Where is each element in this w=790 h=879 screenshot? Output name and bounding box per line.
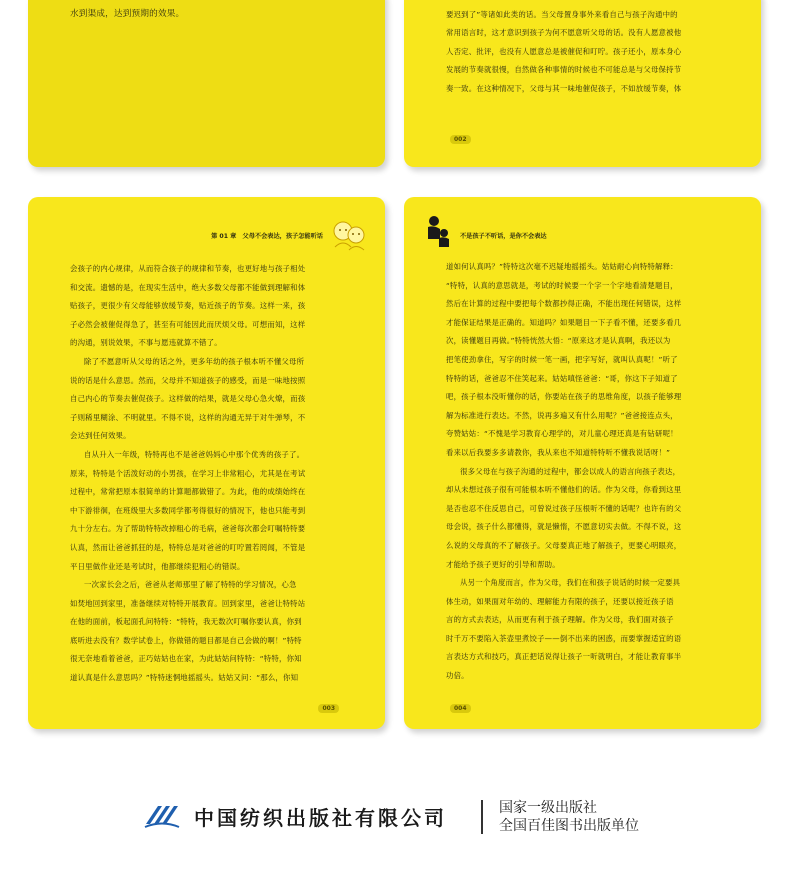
text-line: 发展的节奏就很慢，自然做各种事情的时候也不可能总是与父母保持节 — [446, 65, 682, 75]
text-line: 和交流。遗憾的是，在现实生活中，绝大多数父母都不能做到理解和体 — [70, 282, 306, 292]
text-line: 九十分左右。为了帮助特特改掉粗心的毛病，爸爸每次都会叮嘱特特要 — [70, 524, 306, 534]
text-line: 才能保证结果是正确的。知道吗？如果题目一下子看不懂，还要多看几 — [446, 317, 682, 327]
text-line: 功倍。 — [446, 671, 469, 681]
slogan-line: 全国百佳图书出版单位 — [499, 818, 639, 834]
page-body — [70, 4, 343, 24]
text-line: 言表达方式和技巧，真正把话说得让孩子一听就明白，才能让教育事半 — [446, 652, 682, 662]
text-line: 说的话是什么意思。然而，父母并不知道孩子的感受，而是一味地按照 — [70, 375, 306, 385]
text-line: 底听进去没有？数学试卷上，你做错的题目都是自己会做的啊！”特特 — [70, 635, 302, 645]
text-line: 才能给予孩子更好的引导和帮助。 — [446, 559, 560, 569]
book-page-004 — [404, 197, 761, 729]
text-line: 奏一致。在这种情况下，父母与其一味地催促孩子，不如放缓节奏，体 — [446, 83, 682, 93]
page-body — [70, 260, 343, 688]
cartoon-children-icon — [329, 217, 369, 253]
text-line: 常用语言时，这才意识到孩子为何不愿意听父母的话。没有人愿意被他 — [446, 28, 682, 38]
page-number: 004 — [450, 704, 471, 713]
text-line: 认真，然而让爸爸抓狂的是，特特总是对爸爸的叮咛置若罔闻，不管是 — [70, 542, 306, 552]
publisher-footer — [0, 790, 790, 850]
text-line: 子必然会被催促得急了，甚至有可能因此而厌烦父母。可想而知，这样 — [70, 319, 306, 329]
text-line: 道认真是什么意思吗？”特特迷惘地摇摇头。姑姑又问：“那么，你知 — [70, 673, 299, 683]
text-line: 么说的父母真的不了解孩子。父母要真正地了解孩子，更要心明眼亮， — [446, 540, 682, 550]
book-page-002 — [404, 0, 761, 167]
text-line: 道如何认真吗？”特特这次毫不迟疑地摇摇头。姑姑耐心向特特解释： — [446, 262, 678, 271]
page-number: 003 — [318, 704, 339, 713]
parent-child-silhouette-icon — [424, 215, 454, 249]
text-line: 除了不愿意听从父母的话之外，更多年幼的孩子根本听不懂父母所 — [84, 356, 305, 366]
text-line: 水到渠成，达到预期的效果。 — [70, 9, 185, 19]
text-line: 如焚地回到家里，准备继续对特特开展教育。回到家里，爸爸让特特站 — [70, 598, 306, 608]
text-line: 在他的面前，板起面孔问特特：“特特，我无数次叮嘱你要认真，你到 — [70, 617, 302, 627]
text-line: 母会说，孩子什么都懂得，就是懒惰，不愿意切实去做。不得不说，这 — [446, 522, 682, 532]
slogan-line: 国家一级出版社 — [499, 800, 597, 816]
text-line: 会达到任何效果。 — [70, 431, 131, 441]
text-line: 体生动，如果面对年幼的、理解能力有限的孩子，还要以接近孩子语 — [446, 596, 674, 606]
book-page-003 — [28, 197, 385, 729]
text-line: 自己内心的节奏去催促孩子。这样做的结果，就是父母心急火燎，而孩 — [70, 394, 306, 404]
text-line: 人否定、批评，也没有人愿意总是被催促和叮咛。孩子还小，原本身心 — [446, 46, 682, 56]
text-line: 次，读懂题目再做。”特特恍然大悟：“原来这才是认真啊，我还以为 — [446, 336, 671, 346]
text-line: 中下游徘徊，在班级里大多数同学都考得很好的情况下，他也只能考到 — [70, 505, 306, 515]
text-line: 时千万不要陷入茶壶里煮饺子——倒不出来的困惑，而要掌握适宜的语 — [446, 633, 682, 643]
text-line: 解为标准进行表达。不然，说再多遍又有什么用呢？”爸爸接连点头， — [446, 410, 678, 420]
text-line: 的沟通，别说效果，不事与愿违就算不错了。 — [70, 338, 222, 348]
page-number: 002 — [450, 135, 471, 144]
text-line: 很无奈地看着爸爸，正巧姑姑也在家，为此姑姑问特特：“特特，你知 — [70, 654, 302, 664]
text-line: 把笔使劲拿住，写字的时候一笔一画，把字写好，就叫认真呢！”听了 — [446, 354, 678, 364]
text-line: 很多父母在与孩子沟通的过程中，都会以成人的语言向孩子表达， — [460, 466, 681, 476]
text-line: 言的方式去表达，从而更有利于孩子理解。作为父母，我们面对孩子 — [446, 615, 674, 625]
footer-divider — [481, 800, 483, 834]
chapter-running-header: 第 01 章 父母不会表达，孩子怎能听话 — [211, 233, 323, 240]
text-line: 夸赞姑姑：“不愧是学习教育心理学的，对儿童心理还真是有钻研呢！ — [446, 429, 678, 439]
text-line: 从另一个角度而言，作为父母，我们在和孩子说话的时候一定要具 — [460, 578, 681, 588]
page-body — [446, 258, 719, 686]
publisher-logo-icon — [144, 802, 180, 830]
publisher-slogan — [499, 799, 639, 835]
text-line: 却从未想过孩子很有可能根本听不懂他们的话。作为父母，你看到这里 — [446, 485, 682, 495]
text-line: 特特的话，爸爸忍不住笑起来。姑姑嗔怪爸爸：“哥，你这下子知道了 — [446, 373, 678, 383]
text-line: 平日里做作业还是考试时，他都继续犯粗心的错误。 — [70, 561, 245, 571]
text-line: 自从升入一年级，特特再也不是爸爸妈妈心中那个优秀的孩子了。 — [84, 449, 305, 459]
page-body — [446, 0, 719, 99]
text-line: 原来，特特是个活泼好动的小男孩，在学习上非常粗心，尤其是在考试 — [70, 468, 306, 478]
publisher-name: 中国纺织出版社有限公司 — [194, 806, 447, 830]
text-line: 然后在计算的过程中要把每个数都抄得正确，不能出现任何错误，这样 — [446, 299, 682, 309]
text-line: 要迟到了”等诸如此类的话。当父母置身事外来看自己与孩子沟通中的 — [446, 9, 678, 19]
text-line: 贴孩子，更很少有父母能够放缓节奏，贴近孩子的节奏。这样一来，孩 — [70, 301, 306, 311]
section-running-header: 不是孩子不听话，是你不会表达 — [460, 233, 547, 240]
text-line: 一次家长会之后，爸爸从老师那里了解了特特的学习情况，心急 — [84, 580, 297, 590]
text-line: 过程中，常常把原本很简单的计算题都做错了。为此，他的成绩始终在 — [70, 487, 306, 497]
text-line: 看来以后我要多多请教你，我从来也不知道特特听不懂我说话呀！” — [446, 447, 671, 457]
text-line: 吧，孩子根本没听懂你的话，你要站在孩子的思维角度，以孩子能够理 — [446, 392, 682, 402]
text-line: 是否也忍不住反思自己，可曾说过孩子压根听不懂的话呢？也许有的父 — [446, 503, 682, 513]
text-line: 子则稀里糊涂、不明就里。不得不说，这样的沟通无异于对牛弹琴，不 — [70, 412, 306, 422]
book-page-001 — [28, 0, 385, 167]
text-line: “特特，认真的意思就是，考试的时候要一个字一个字地看清楚题目， — [446, 280, 678, 290]
text-line: 会孩子的内心规律，从而符合孩子的规律和节奏，也更好地与孩子相处 — [70, 264, 306, 273]
